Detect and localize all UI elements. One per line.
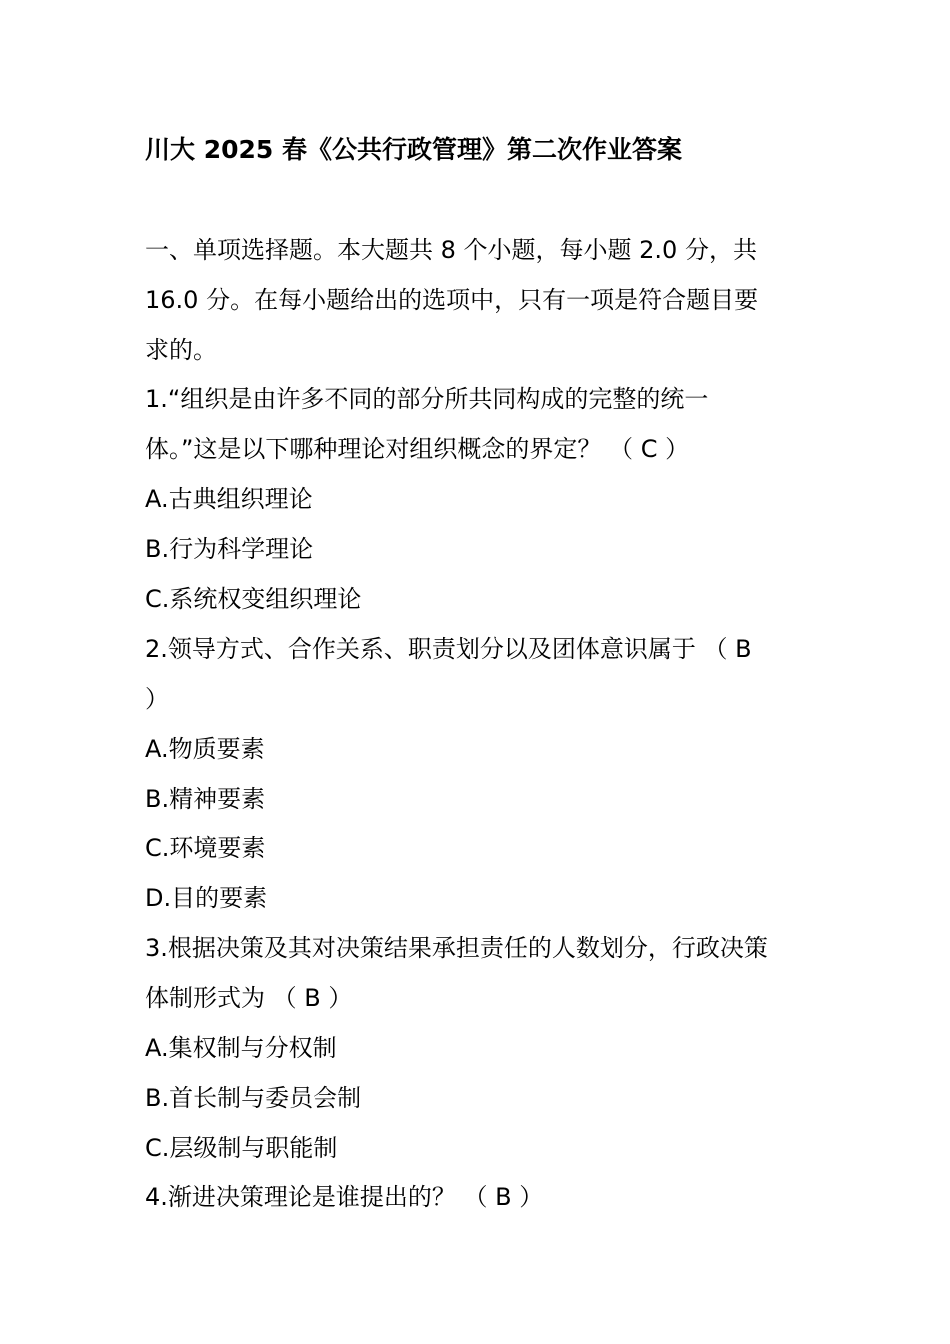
question-2-option-b: B.精神要素: [145, 785, 266, 813]
question-3-option-b: B.首长制与委员会制: [145, 1084, 362, 1112]
section-heading-line: 16.0 分。在每小题给出的选项中，只有一项是符合题目要: [145, 286, 759, 314]
section-heading-line: 求的。: [145, 336, 217, 364]
question-3-stem: 体制形式为 （ B ）: [145, 984, 353, 1012]
question-1-option-b: B.行为科学理论: [145, 535, 314, 563]
question-2-stem: ）: [145, 685, 169, 713]
question-1-stem: 体。”这是以下哪种理论对组织概念的界定？ （ C ）: [145, 435, 690, 463]
question-1-stem: 1.“组织是由许多不同的部分所共同构成的完整的统一: [145, 385, 709, 413]
section-heading-line: 一、单项选择题。本大题共 8 个小题，每小题 2.0 分，共: [145, 236, 757, 264]
question-2-option-c: C.环境要素: [145, 834, 266, 862]
question-3-option-a: A.集权制与分权制: [145, 1034, 337, 1062]
question-4-stem: 4.渐进决策理论是谁提出的？ （ B ）: [145, 1183, 544, 1211]
question-2-option-a: A.物质要素: [145, 735, 265, 763]
question-2-option-d: D.目的要素: [145, 884, 268, 912]
question-1-option-a: A.古典组织理论: [145, 485, 313, 513]
question-3-option-c: C.层级制与职能制: [145, 1134, 338, 1162]
question-2-stem: 2.领导方式、合作关系、职责划分以及团体意识属于 （ B: [145, 635, 752, 663]
document-title: 川大 2025 春《公共行政管理》第二次作业答案: [145, 135, 682, 164]
question-1-option-c: C.系统权变组织理论: [145, 585, 362, 613]
question-3-stem: 3.根据决策及其对决策结果承担责任的人数划分，行政决策: [145, 934, 768, 962]
